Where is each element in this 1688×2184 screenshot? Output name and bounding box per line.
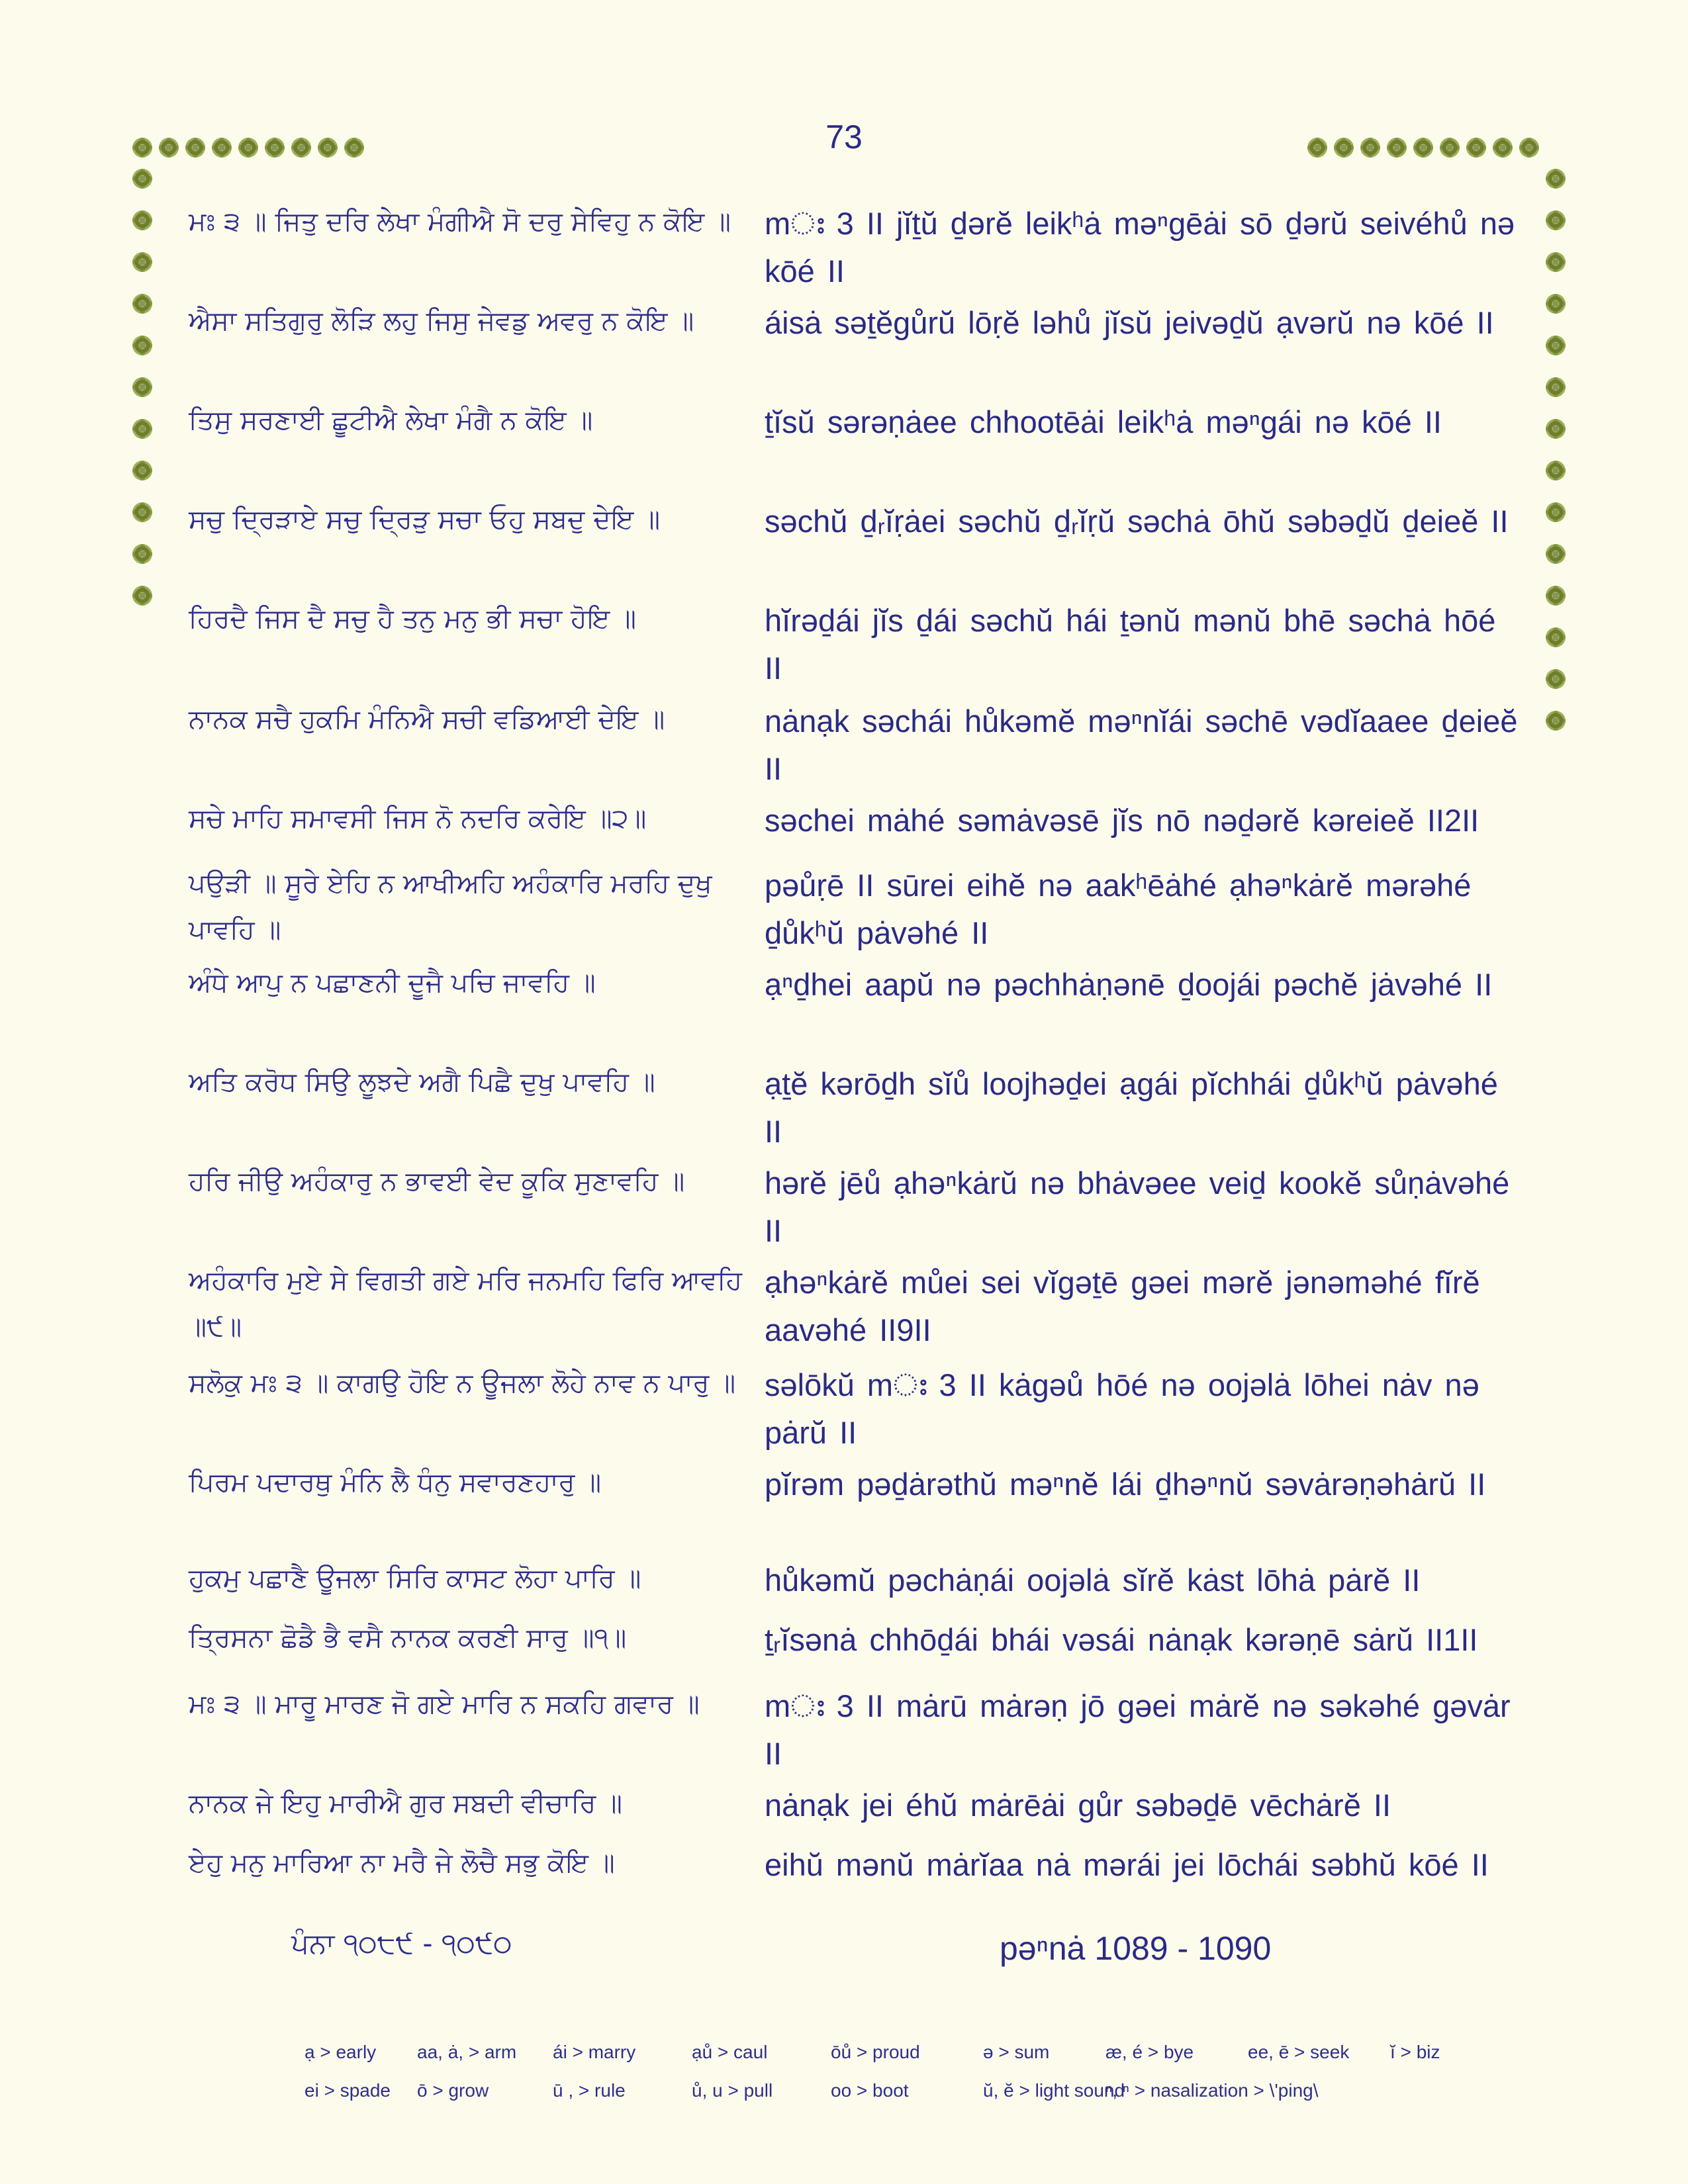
transliteration-line: nȧnạk səchái hůkəmĕ məⁿnĭái səchē vədĭaaee ḏeieĕ II (765, 704, 1518, 786)
flower-ornament-icon (1546, 544, 1566, 564)
transliteration-line: pĭrəm pəḏȧrəthŭ məⁿnĕ lái ḏhəⁿnŭ səvȧrəṇəhȧrŭ II (765, 1467, 1486, 1502)
transliteration-line: eihŭ mənŭ mȧrĭaa nȧ mərái jei lōchái səbhŭ kōé II (765, 1847, 1489, 1882)
flower-ornament-icon (1546, 252, 1566, 272)
gurmukhi-line: ਹਰਿ ਜੀਉ ਅਹੰਕਾਰੁ ਨ ਭਾਵਈ ਵੇਦ ਕੂਕਿ ਸੁਣਾਵਹਿ ॥ (189, 1166, 685, 1197)
transliteration-line: ṯĭsŭ sərəṇȧee chhootēȧi leikʰȧ məⁿgái nə kōé II (765, 404, 1442, 439)
flower-ornament-icon (1466, 138, 1486, 158)
legend-item: ŭ, ĕ > light sound (983, 2080, 1125, 2101)
transliteration-line: hĭrəḏái jĭs ḏái səchŭ hái ṯənŭ mənŭ bhē səchȧ hōé II (765, 603, 1496, 686)
flower-ornament-icon (1387, 138, 1407, 158)
legend-item: ə > sum (983, 2042, 1050, 2062)
transliteration-line: ṯᵣĭsənȧ chhōḏái bhái vəsái nȧnạk kərəṇē sȧrŭ II1II (765, 1622, 1478, 1657)
transliteration-line: mഃ 3 II jĭṯŭ ḏərĕ leikʰȧ məⁿgēȧi sō ḏərŭ seivéhů nə kōé II (765, 206, 1515, 289)
gurmukhi-line: ਸਲੋਕੁ ਮਃ ੩ ॥ ਕਾਗਉ ਹੋਇ ਨ ਊਜਲਾ ਲੋਹੇ ਨਾਵ ਨ ਪਾਰੁ ॥ (189, 1368, 736, 1398)
flower-ornament-icon (238, 138, 258, 158)
flower-ornament-icon (1546, 210, 1566, 230)
flower-ornament-icon (1413, 138, 1433, 158)
legend-item: ĭ > biz (1390, 2042, 1440, 2062)
legend-item: ee, ē > seek (1248, 2042, 1350, 2062)
legend-row (305, 2080, 1496, 2118)
gurmukhi-line: ਮਃ ੩ ॥ ਜਿਤੁ ਦਰਿ ਲੇਖਾ ਮੰਗੀਐ ਸੋ ਦਰੁ ਸੇਵਿਹੁ ਨ ਕੋਇ ॥ (189, 206, 731, 237)
legend-item: oo > boot (831, 2080, 909, 2101)
transliteration-line: pəůṛē II sūrei eihĕ nə aakʰēȧhé ạhəⁿkȧrĕ mərəhé ḏůkʰŭ pȧvəhé II (765, 868, 1472, 950)
legend-item: aa, ȧ, > arm (417, 2042, 517, 2062)
flower-ornament-icon (132, 294, 152, 314)
gurmukhi-line: ਪਿਰਮ ਪਦਾਰਥੁ ਮੰਨਿ ਲੈ ਧੰਨੁ ਸਵਾਰਣਹਾਰੁ ॥ (189, 1467, 602, 1498)
transliteration-line: ạhəⁿkȧrĕ můei sei vĭgəṯē gəei mərĕ jənəməhé fĭrĕ aavəhé II9II (765, 1265, 1480, 1347)
transliteration-line: səlōkŭ mഃ 3 II kȧgəů hōé nə oojəlȧ lōhei nȧv nə pȧrŭ II (765, 1367, 1479, 1450)
flower-ornament-icon (1546, 377, 1566, 397)
legend-item: ạů > caul (692, 2042, 768, 2062)
gurmukhi-line: ਹਿਰਦੈ ਜਿਸ ਦੈ ਸਚੁ ਹੈ ਤਨੁ ਮਨੁ ਭੀ ਸਚਾ ਹੋਇ ॥ (189, 604, 636, 634)
flower-ornament-icon (132, 461, 152, 480)
flower-ornament-icon (212, 138, 232, 158)
flower-ornament-icon (344, 138, 364, 158)
legend-item: ái > marry (553, 2042, 636, 2062)
legend-item: ⁿ, ⁿ > nasalization > \'ping\ (1105, 2080, 1319, 2101)
flower-ornament-icon (318, 138, 338, 158)
flower-ornament-icon (1546, 419, 1566, 439)
pronunciation-legend (305, 2042, 1496, 2118)
flower-ornament-icon (1307, 138, 1327, 158)
gurmukhi-line: ਅਤਿ ਕਰੋਧ ਸਿਉ ਲੂਝਦੇ ਅਗੈ ਪਿਛੈ ਦੁਖੁ ਪਾਵਹਿ ॥ (189, 1067, 655, 1097)
flower-ornament-icon (159, 138, 179, 158)
flower-ornament-icon (1360, 138, 1380, 158)
gurmukhi-line: ਸਚੁ ਦ੍ਰਿੜਾਏ ਸਚੁ ਦ੍ਰਿੜੁ ਸਚਾ ਓਹੁ ਸਬਦੁ ਦੇਇ ॥ (189, 504, 661, 535)
flower-ornament-icon (1546, 627, 1566, 647)
gurmukhi-line: ਐਸਾ ਸਤਿਗੁਰੁ ਲੋੜਿ ਲਹੁ ਜਿਸੁ ਜੇਵਡੁ ਅਵਰੁ ਨ ਕੋਇ ॥ (189, 306, 694, 336)
legend-item: ō > grow (417, 2080, 489, 2101)
flower-ornament-icon (132, 169, 152, 189)
transliteration-line: səchŭ ḏᵣĭṛȧei səchŭ ḏᵣĭṛŭ səchȧ ōhŭ səbəḏŭ ḏeieĕ II (765, 504, 1509, 539)
transliteration-line: ạṯĕ kərōḏh sĭů loojhəḏei ạgái pĭchhái ḏůkʰŭ pȧvəhé II (765, 1066, 1498, 1149)
flower-ornament-icon (132, 252, 152, 272)
flower-ornament-icon (1546, 294, 1566, 314)
gurmukhi-line: ਸਚੇ ਮਾਹਿ ਸਮਾਵਸੀ ਜਿਸ ਨੋ ਨਦਰਿ ਕਰੇਇ ॥੨॥ (189, 803, 647, 834)
flower-ornament-icon (1546, 461, 1566, 480)
gurmukhi-line: ਨਾਨਕ ਸਚੈ ਹੁਕਮਿ ਮੰਨਿਐ ਸਚੀ ਵਡਿਆਈ ਦੇਇ ॥ (189, 704, 665, 735)
flower-ornament-icon (1546, 502, 1566, 522)
flower-ornament-icon (132, 210, 152, 230)
gurmukhi-line: ਤਿਸੁ ਸਰਣਾਈ ਛੂਟੀਐ ਲੇਖਾ ਮੰਗੈ ਨ ਕੋਇ ॥ (189, 405, 593, 435)
flower-ornament-icon (1334, 138, 1354, 158)
flower-ornament-icon (265, 138, 285, 158)
page-range-gurmukhi: ਪੰਨਾ ੧੦੮੯ - ੧੦੯੦ (291, 1927, 512, 1960)
gurmukhi-line: ਅੰਧੇ ਆਪੁ ਨ ਪਛਾਣਨੀ ਦੂਜੈ ਪਚਿ ਜਾਵਹਿ ॥ (189, 968, 596, 998)
legend-item: ei > spade (305, 2080, 391, 2101)
gurmukhi-line: ਹੁਕਮੁ ਪਛਾਣੈ ਊਜਲਾ ਸਿਰਿ ਕਾਸਟ ਲੋਹਾ ਪਾਰਿ ॥ (189, 1563, 641, 1594)
legend-item: ạ > early (305, 2042, 377, 2062)
flower-ornament-icon (132, 138, 152, 158)
transliteration-line: hərĕ jēů ạhəⁿkȧrŭ nə bhȧvəee veiḏ kookĕ sůṇȧvəhé II (765, 1165, 1510, 1248)
transliteration-line: nȧnạk jei éhŭ mȧrēȧi gůr səbəḏē vēchȧrĕ II (765, 1788, 1391, 1823)
flower-ornament-icon (1493, 138, 1513, 158)
legend-row (305, 2042, 1496, 2080)
flower-ornament-icon (1546, 169, 1566, 189)
gurmukhi-line: ਏਹੁ ਮਨੁ ਮਾਰਿਆ ਨਾ ਮਰੈ ਜੇ ਲੋਚੈ ਸਭੁ ਕੋਇ ॥ (189, 1848, 615, 1878)
flower-ornament-icon (291, 138, 311, 158)
transliteration-line: səchei mȧhé səmȧvəsē jĭs nō nəḏərĕ kəreieĕ II2II (765, 803, 1479, 838)
page-range-translit: pəⁿnȧ 1089 - 1090 (1000, 1930, 1272, 1967)
gurmukhi-line: ਅਹੰਕਾਰਿ ਮੁਏ ਸੇ ਵਿਗਤੀ ਗਏ ਮਰਿ ਜਨਮਹਿ ਫਿਰਿ ਆਵਹਿ ॥੯॥ (189, 1265, 743, 1342)
transliteration-line: hůkəmŭ pəchȧṇái oojəlȧ sĭrĕ kȧst lōhȧ pȧrĕ II (765, 1563, 1421, 1598)
flower-ornament-icon (132, 586, 152, 606)
transliteration-line: mഃ 3 II mȧrū mȧrəṇ jō gəei mȧrĕ nə səkəhé gəvȧr II (765, 1688, 1511, 1771)
legend-item: ů, u > pull (692, 2080, 773, 2101)
gurmukhi-line: ਮਃ ੩ ॥ ਮਾਰੂ ਮਾਰਣ ਜੋ ਗਏ ਮਾਰਿ ਨ ਸਕਹਿ ਗਵਾਰ ॥ (189, 1689, 700, 1719)
flower-ornament-icon (1440, 138, 1460, 158)
transliteration-line: áisȧ səṯĕgůrŭ lōṛĕ ləhů jĭsŭ jeivəḏŭ ạvərŭ nə kōé II (765, 305, 1494, 340)
flower-ornament-icon (132, 502, 152, 522)
flower-ornament-icon (1546, 336, 1566, 355)
page-number: 73 (825, 118, 863, 156)
legend-item: ū , > rule (553, 2080, 626, 2101)
flower-ornament-icon (132, 336, 152, 355)
gurmukhi-line: ਪਉੜੀ ॥ ਸੂਰੇ ਏਹਿ ਨ ਆਖੀਅਹਿ ਅਹੰਕਾਰਿ ਮਰਹਿ ਦੁਖੁ ਪਾਵਹਿ ॥ (189, 868, 712, 945)
gurmukhi-line: ਨਾਨਕ ਜੇ ਇਹੁ ਮਾਰੀਐ ਗੁਰ ਸਬਦੀ ਵੀਚਾਰਿ ॥ (189, 1788, 622, 1819)
flower-ornament-icon (132, 419, 152, 439)
flower-ornament-icon (1519, 138, 1539, 158)
flower-ornament-icon (185, 138, 205, 158)
transliteration-line: ạⁿḏhei aapŭ nə pəchhȧṇənē ḏoojái pəchĕ jȧvəhé II (765, 967, 1493, 1002)
gurmukhi-line: ਤ੍ਰਿਸਨਾ ਛੋਡੈ ਭੈ ਵਸੈ ਨਾਨਕ ਕਰਣੀ ਸਾਰੁ ॥੧॥ (189, 1623, 627, 1653)
flower-ornament-icon (1546, 586, 1566, 606)
flower-ornament-icon (132, 544, 152, 564)
legend-item: ōů > proud (831, 2042, 920, 2062)
flower-ornament-icon (132, 377, 152, 397)
flower-ornament-icon (1546, 711, 1566, 731)
flower-ornament-icon (1546, 669, 1566, 689)
legend-item: æ, é > bye (1105, 2042, 1194, 2062)
